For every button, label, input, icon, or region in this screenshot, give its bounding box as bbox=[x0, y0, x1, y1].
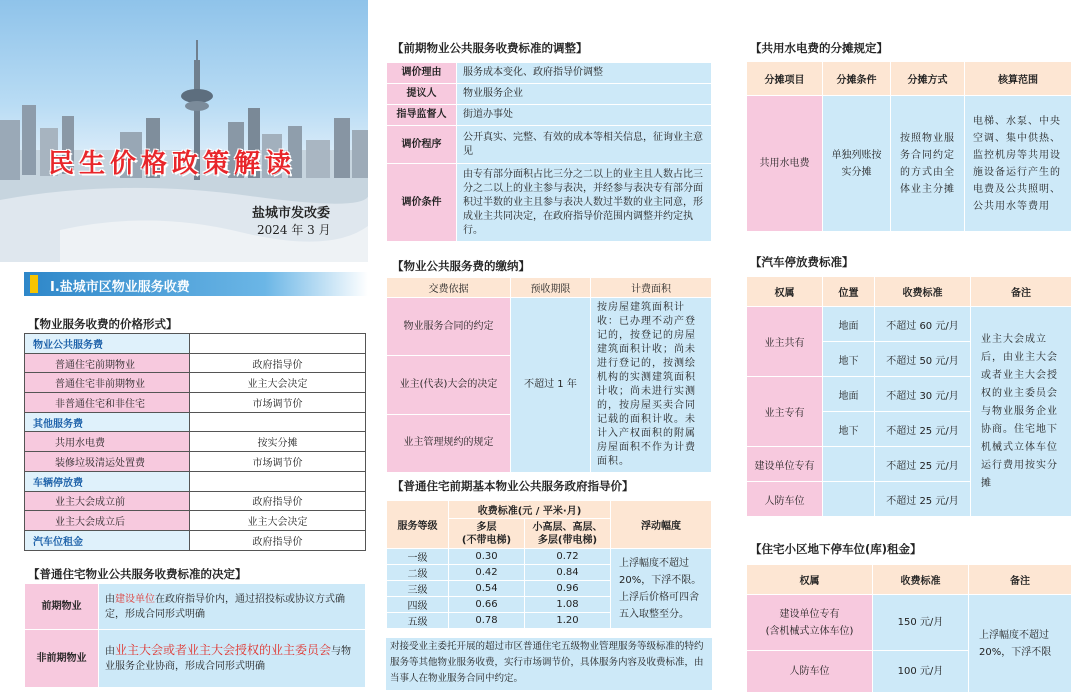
column-header: 备注 bbox=[969, 565, 1072, 595]
rent-owner: 人防车位 bbox=[747, 651, 873, 693]
parking-fee: 不超过 50 元/月 bbox=[875, 342, 971, 377]
guide-high: 1.20 bbox=[525, 613, 611, 629]
adjust-title: 【前期物业公共服务收费标准的调整】 bbox=[392, 41, 588, 55]
table-row bbox=[747, 96, 1072, 232]
section-header: Ⅰ.盐城市区物业服务收费 bbox=[24, 272, 368, 296]
table-header-row bbox=[747, 277, 1072, 307]
parking-owner: 业主共有 bbox=[747, 307, 823, 377]
column-header: 预收期限 bbox=[511, 278, 591, 298]
share-scope: 电梯、水泵、中央空调、集中供热、监控机房等共用设施设备运行产生的电费及公共照明、公共用水等费用 bbox=[965, 96, 1072, 232]
adjust-key: 调价理由 bbox=[387, 63, 457, 84]
rent-owner-note: (含机械式立体车位) bbox=[765, 625, 854, 637]
column-header: 收费标准 bbox=[873, 565, 969, 595]
table-row bbox=[25, 530, 366, 550]
table-row bbox=[25, 630, 366, 688]
guide-high: 1.08 bbox=[525, 597, 611, 613]
table-row bbox=[25, 432, 366, 452]
table-row bbox=[25, 511, 366, 531]
guide-level: 五级 bbox=[387, 613, 449, 629]
column-header: 分摊项目 bbox=[747, 62, 823, 96]
price-form-label: 其他服务费 bbox=[25, 412, 190, 432]
column-header: 核算范围 bbox=[965, 62, 1072, 96]
guide-multi: 0.78 bbox=[449, 613, 525, 629]
decision-post: 与物业服务企业协商，形成合同形式明确 bbox=[105, 646, 352, 672]
price-form-value: 政府指导价 bbox=[190, 530, 366, 550]
column-header: 计费面积 bbox=[591, 278, 712, 298]
price-form-title: 【物业服务收费的价格形式】 bbox=[28, 317, 178, 331]
table-row bbox=[25, 471, 366, 491]
parking-fee: 不超过 25 元/月 bbox=[875, 412, 971, 447]
adjust-table bbox=[386, 62, 712, 242]
table-row bbox=[25, 584, 366, 630]
guide-note: 对接受业主委托开展的超过市区普通住宅五级物业管理服务等级标准的特约服务等其他物业服务收费，实行市场调节价，具体服务内容及收费标准，由当事人在物业服务合同中约定。 bbox=[386, 638, 712, 690]
column-header: 分摊条件 bbox=[823, 62, 891, 96]
price-form-label: 普通住宅前期物业 bbox=[25, 353, 190, 373]
adjust-key: 调价条件 bbox=[387, 164, 457, 242]
guide-multi: 0.42 bbox=[449, 565, 525, 581]
guide-multi: 0.66 bbox=[449, 597, 525, 613]
price-form-value: 市场调节价 bbox=[190, 452, 366, 472]
table-row bbox=[387, 298, 712, 356]
parking-fee: 不超过 25 元/月 bbox=[875, 447, 971, 482]
price-form-label: 普通住宅非前期物业 bbox=[25, 373, 190, 393]
parking-owner: 建设单位专有 bbox=[747, 447, 823, 482]
price-form-table bbox=[24, 333, 366, 551]
payment-title: 【物业公共服务费的缴纳】 bbox=[392, 259, 530, 273]
table-header-row bbox=[747, 565, 1072, 595]
adjust-value: 由专有部分面积占比三分之二以上的业主且人数占比三分之二以上的业主参与表决，并经参与表决专有部分面积过半数的业主且参与表决人数过半数的业主同意，形成业主共同决定，在政府指导价范围内调整并约定执行。 bbox=[457, 164, 712, 242]
high-note: 多层(带电梯) bbox=[537, 534, 598, 546]
decision-pre: 由 bbox=[105, 646, 115, 657]
rent-fee: 150 元/月 bbox=[873, 595, 969, 651]
price-form-label: 汽车位租金 bbox=[25, 530, 190, 550]
parking-owner: 人防车位 bbox=[747, 482, 823, 517]
column-header: 收费标准 bbox=[875, 277, 971, 307]
guide-multi: 0.30 bbox=[449, 549, 525, 565]
price-form-label: 业主大会成立后 bbox=[25, 511, 190, 531]
hero-banner bbox=[0, 0, 368, 262]
parking-owner: 业主专有 bbox=[747, 377, 823, 447]
price-form-value: 按实分摊 bbox=[190, 432, 366, 452]
parking-fee: 不超过 25 元/月 bbox=[875, 482, 971, 517]
payment-table bbox=[386, 277, 712, 473]
column-header bbox=[525, 519, 611, 549]
adjust-value: 服务成本变化、政府指导价调整 bbox=[457, 63, 712, 84]
guide-high: 0.96 bbox=[525, 581, 611, 597]
price-form-value bbox=[190, 471, 366, 491]
column-header: 分摊方式 bbox=[891, 62, 965, 96]
decision-highlight: 建设单位 bbox=[115, 593, 155, 605]
table-row bbox=[25, 452, 366, 472]
rent-fee: 100 元/月 bbox=[873, 651, 969, 693]
share-condition: 单独列账按实分摊 bbox=[823, 96, 891, 232]
guide-high: 0.84 bbox=[525, 565, 611, 581]
price-form-value: 业主大会决定 bbox=[190, 373, 366, 393]
decision-key: 前期物业 bbox=[25, 584, 99, 630]
share-title: 【共用水电费的分摊规定】 bbox=[750, 41, 888, 55]
price-form-label: 物业公共服务费 bbox=[25, 334, 190, 354]
price-form-label: 装修垃圾清运处置费 bbox=[25, 452, 190, 472]
table-header-row bbox=[747, 62, 1072, 96]
price-form-value: 市场调节价 bbox=[190, 393, 366, 413]
table-row bbox=[387, 84, 712, 105]
decision-key: 非前期物业 bbox=[25, 630, 99, 688]
column-header: 收费标准(元 / 平米·月) bbox=[449, 501, 611, 519]
parking-fee: 不超过 30 元/月 bbox=[875, 377, 971, 412]
column-header: 位置 bbox=[823, 277, 875, 307]
price-form-label: 共用水电费 bbox=[25, 432, 190, 452]
table-row bbox=[25, 393, 366, 413]
table-row bbox=[747, 595, 1072, 651]
adjust-key: 指导监督人 bbox=[387, 105, 457, 126]
rent-remark: 上浮幅度不超过 20%，下浮不限 bbox=[969, 595, 1072, 693]
payment-area: 按房屋建筑面积计收：已办理不动产登记的，按登记的房屋建筑面积计收；尚未进行登记的，按测绘机构的实测建筑面积计收；尚未进行实测的，按房屋买卖合同记载的面积计收。未计入产权面积的附属房屋面积不作为计费面积。 bbox=[591, 298, 712, 473]
table-row bbox=[387, 105, 712, 126]
parking-remark: 业主大会成立后，由业主大会或者业主大会授权的业主委员会与物业服务企业协商。住宅地下机械式立体车位运行费用按实分摊 bbox=[971, 307, 1072, 517]
column-header bbox=[449, 519, 525, 549]
table-header-row bbox=[387, 501, 712, 519]
parking-location: 地面 bbox=[823, 377, 875, 412]
parking-title: 【汽车停放费标准】 bbox=[750, 255, 854, 269]
left-column bbox=[0, 0, 368, 694]
rent-table bbox=[746, 564, 1072, 693]
column-header: 权属 bbox=[747, 565, 873, 595]
adjust-key: 提议人 bbox=[387, 84, 457, 105]
payment-basis: 业主管理规约的规定 bbox=[387, 414, 511, 472]
table-row bbox=[387, 126, 712, 164]
table-header-row bbox=[387, 278, 712, 298]
share-item: 共用水电费 bbox=[747, 96, 823, 232]
parking-location bbox=[823, 482, 875, 517]
decision-pre: 由 bbox=[105, 593, 115, 605]
price-form-value: 政府指导价 bbox=[190, 353, 366, 373]
price-form-label: 业主大会成立前 bbox=[25, 491, 190, 511]
decision-highlight: 业主大会或者业主大会授权的业主委员会 bbox=[115, 643, 332, 657]
payment-period: 不超过 1 年 bbox=[511, 298, 591, 473]
decision-value bbox=[99, 584, 366, 630]
adjust-key: 调价程序 bbox=[387, 126, 457, 164]
guide-float: 上浮幅度不超过 20%，下浮不限。上浮后价格可四舍五入取整至分。 bbox=[611, 549, 712, 629]
price-form-label: 车辆停放费 bbox=[25, 471, 190, 491]
parking-fee: 不超过 60 元/月 bbox=[875, 307, 971, 342]
hero-title: 民生价格政策解读 bbox=[48, 149, 297, 179]
hero-org: 盐城市发改委 bbox=[252, 206, 331, 221]
column-header: 服务等级 bbox=[387, 501, 449, 549]
high-label: 小高层、高层、 bbox=[532, 521, 603, 533]
decision-value bbox=[99, 630, 366, 688]
parking-location: 地下 bbox=[823, 412, 875, 447]
column-header: 浮动幅度 bbox=[611, 501, 712, 549]
multi-label: 多层 bbox=[476, 521, 497, 533]
payment-basis: 物业服务合同的约定 bbox=[387, 298, 511, 356]
table-row bbox=[387, 549, 712, 565]
hero-date: 2024 年 3 月 bbox=[257, 223, 331, 237]
table-row bbox=[25, 353, 366, 373]
rent-title: 【住宅小区地下停车位(库)租金】 bbox=[750, 542, 922, 556]
price-form-value bbox=[190, 334, 366, 354]
price-form-value: 政府指导价 bbox=[190, 491, 366, 511]
rent-owner-label: 建设单位专有 bbox=[779, 608, 840, 620]
guide-table bbox=[386, 500, 712, 629]
share-table bbox=[746, 61, 1072, 232]
table-row bbox=[25, 412, 366, 432]
parking-location bbox=[823, 447, 875, 482]
table-row bbox=[25, 491, 366, 511]
table-row bbox=[25, 373, 366, 393]
guide-level: 三级 bbox=[387, 581, 449, 597]
column-header: 交费依据 bbox=[387, 278, 511, 298]
column-header: 权属 bbox=[747, 277, 823, 307]
guide-level: 一级 bbox=[387, 549, 449, 565]
price-form-value: 业主大会决定 bbox=[190, 511, 366, 531]
guide-high: 0.72 bbox=[525, 549, 611, 565]
adjust-value: 街道办事处 bbox=[457, 105, 712, 126]
table-row bbox=[747, 307, 1072, 342]
decision-title: 【普通住宅物业公共服务收费标准的决定】 bbox=[28, 567, 247, 581]
price-form-label: 非普通住宅和非住宅 bbox=[25, 393, 190, 413]
parking-location: 地面 bbox=[823, 307, 875, 342]
multi-note: (不带电梯) bbox=[461, 534, 512, 546]
guide-multi: 0.54 bbox=[449, 581, 525, 597]
price-form-value bbox=[190, 412, 366, 432]
guide-title: 【普通住宅前期基本物业公共服务政府指导价】 bbox=[392, 479, 634, 493]
parking-table bbox=[746, 276, 1072, 517]
table-row bbox=[387, 164, 712, 242]
table-row bbox=[25, 334, 366, 354]
adjust-value: 物业服务企业 bbox=[457, 84, 712, 105]
adjust-value: 公开真实、完整、有效的成本等相关信息，征询业主意见 bbox=[457, 126, 712, 164]
share-method: 按照物业服务合同约定的方式由全体业主分摊 bbox=[891, 96, 965, 232]
guide-level: 二级 bbox=[387, 565, 449, 581]
table-row bbox=[387, 63, 712, 84]
decision-post: 在政府指导价内，通过招投标或协议方式确定，形成合同形式明确 bbox=[105, 593, 345, 620]
column-header: 备注 bbox=[971, 277, 1072, 307]
guide-level: 四级 bbox=[387, 597, 449, 613]
decision-table bbox=[24, 583, 366, 688]
parking-location: 地下 bbox=[823, 342, 875, 377]
payment-basis: 业主(代表)大会的决定 bbox=[387, 356, 511, 414]
rent-owner bbox=[747, 595, 873, 651]
